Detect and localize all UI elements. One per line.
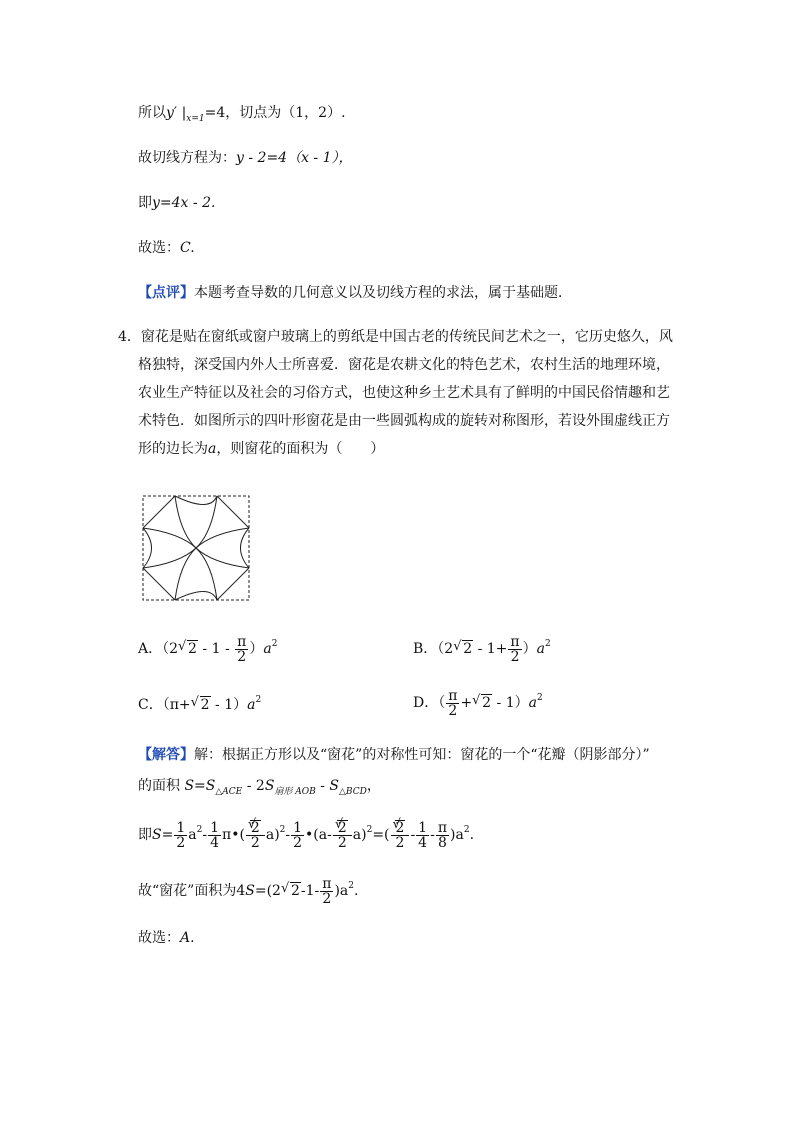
question-4-line-5 [138, 439, 384, 459]
comment-text: 本题考查导数的几何意义以及切线方程的求法，属于基础题． [194, 285, 572, 301]
option-label: D． [413, 695, 439, 711]
choice-line [138, 238, 195, 258]
math: y - 2=4（x - 1）， [236, 150, 353, 166]
option-label: B． [413, 641, 438, 657]
option-a[interactable]: A．（2√ 2 - 1 - $\frac{\pi}{2}$ ）$a^2$ [138, 634, 277, 664]
answer-line-3: 即S= $\frac{1}{2}$ $a^2-$ $\frac{1}{4}$ π•( √ $\frac{2}{2}$ a)$^2$- $\frac{1}{2}$ •(a- √ $\frac{2}{2}$ a)$^2$=( √ $\frac{2}{2}$ - $\frac{1}{4}$ - $\frac{\pi}{8}$ )$a^2$. [138, 820, 474, 850]
tangent-equation-line [138, 148, 353, 168]
option-c[interactable]: C．（π+√ $2 - 1)a^2$ [138, 690, 261, 715]
math: y=4x - 2. [152, 195, 216, 211]
question-number: 4． [118, 329, 141, 345]
window-flower-figure [140, 493, 252, 603]
prime: ′ [173, 105, 178, 121]
comment-tag: 【点评】 [138, 285, 194, 301]
answer-line-2: 的面积 $S=S_{\triangle ACE} - 2S_{扇形 AOB} - S_{\triangle BCD}$， [138, 778, 381, 797]
question-text: 形的边长为 [138, 441, 208, 457]
answer-line-1 [138, 745, 650, 765]
option-d[interactable]: D．（ $\frac{\pi}{2}$ +√ $2 - 1)a^2$ [413, 688, 543, 718]
answer-text: 的面积 [138, 778, 180, 794]
sqrt: √ 2 [178, 639, 198, 659]
text: 即 [138, 195, 152, 211]
answer-letter: A. [180, 930, 195, 946]
text: =4，切点为（1，2）. [204, 105, 346, 121]
simplified-equation-line [138, 193, 215, 213]
text: 故切线方程为： [138, 150, 236, 166]
question-4-line-2 [138, 355, 670, 375]
option-label: C． [138, 697, 163, 713]
question-4-line-1 [118, 327, 673, 347]
question-4-line-3 [138, 383, 670, 403]
question-text: ，则窗花的面积为（ ） [216, 441, 385, 457]
text: 故选： [138, 240, 180, 256]
option-label: A． [138, 641, 163, 657]
comment-line [138, 283, 572, 303]
question-4-line-4 [138, 411, 670, 431]
answer-letter: C. [180, 240, 195, 256]
sqrt: √ 2 [191, 695, 211, 715]
sqrt: √ 2 [453, 639, 473, 659]
question-text: 农业生产特征以及社会的习俗方式，也使这种乡土艺术具有了鲜明的中国民俗情趣和艺 [138, 385, 670, 401]
var-a: a [208, 441, 217, 457]
question-text: 格独特，深受国内外人士所喜爱．窗花是农耕文化的特色艺术，农村生活的地理环境， [138, 357, 670, 373]
fraction: $\frac{\pi}{2}$ [510, 633, 520, 665]
subscript: x=1 [186, 114, 205, 124]
answer-line-4: 故“窗花”面积为4S=(2√ 2-1- $\frac{\pi}{2}$ )$a^2$. [138, 876, 358, 906]
question-text: 术特色．如图所示的四叶形窗花是由一些圆弧构成的旋转对称图形，若设外围虚线正方 [138, 413, 670, 429]
answer-text: 即 [138, 827, 152, 843]
fraction: $\frac{\pi}{2}$ [448, 687, 458, 719]
sqrt: √ 2 [472, 693, 492, 713]
answer-text: 故选： [138, 930, 180, 946]
answer-text: 故“窗花”面积为 [138, 883, 237, 899]
question-text: 窗花是贴在窗纸或窗户玻璃上的剪纸是中国古老的传统民间艺术之一，它历史悠久，风 [140, 329, 673, 345]
var-y: y [166, 105, 174, 121]
answer-tag: 【解答】 [138, 747, 194, 763]
fraction: $\frac{\pi}{2}$ [237, 633, 247, 665]
option-b[interactable]: B．（2√ 2 - 1+ $\frac{\pi}{2}$ ）$a^2$ [413, 634, 551, 664]
derivative-value-line [138, 103, 346, 129]
text: 所以 [138, 105, 166, 121]
answer-line-5 [138, 928, 195, 948]
answer-text: 解：根据正方形以及“窗花”的对称性可知：窗花的一个“花瓣（阴影部分）” [194, 747, 650, 763]
eval-bar: | [181, 105, 187, 121]
